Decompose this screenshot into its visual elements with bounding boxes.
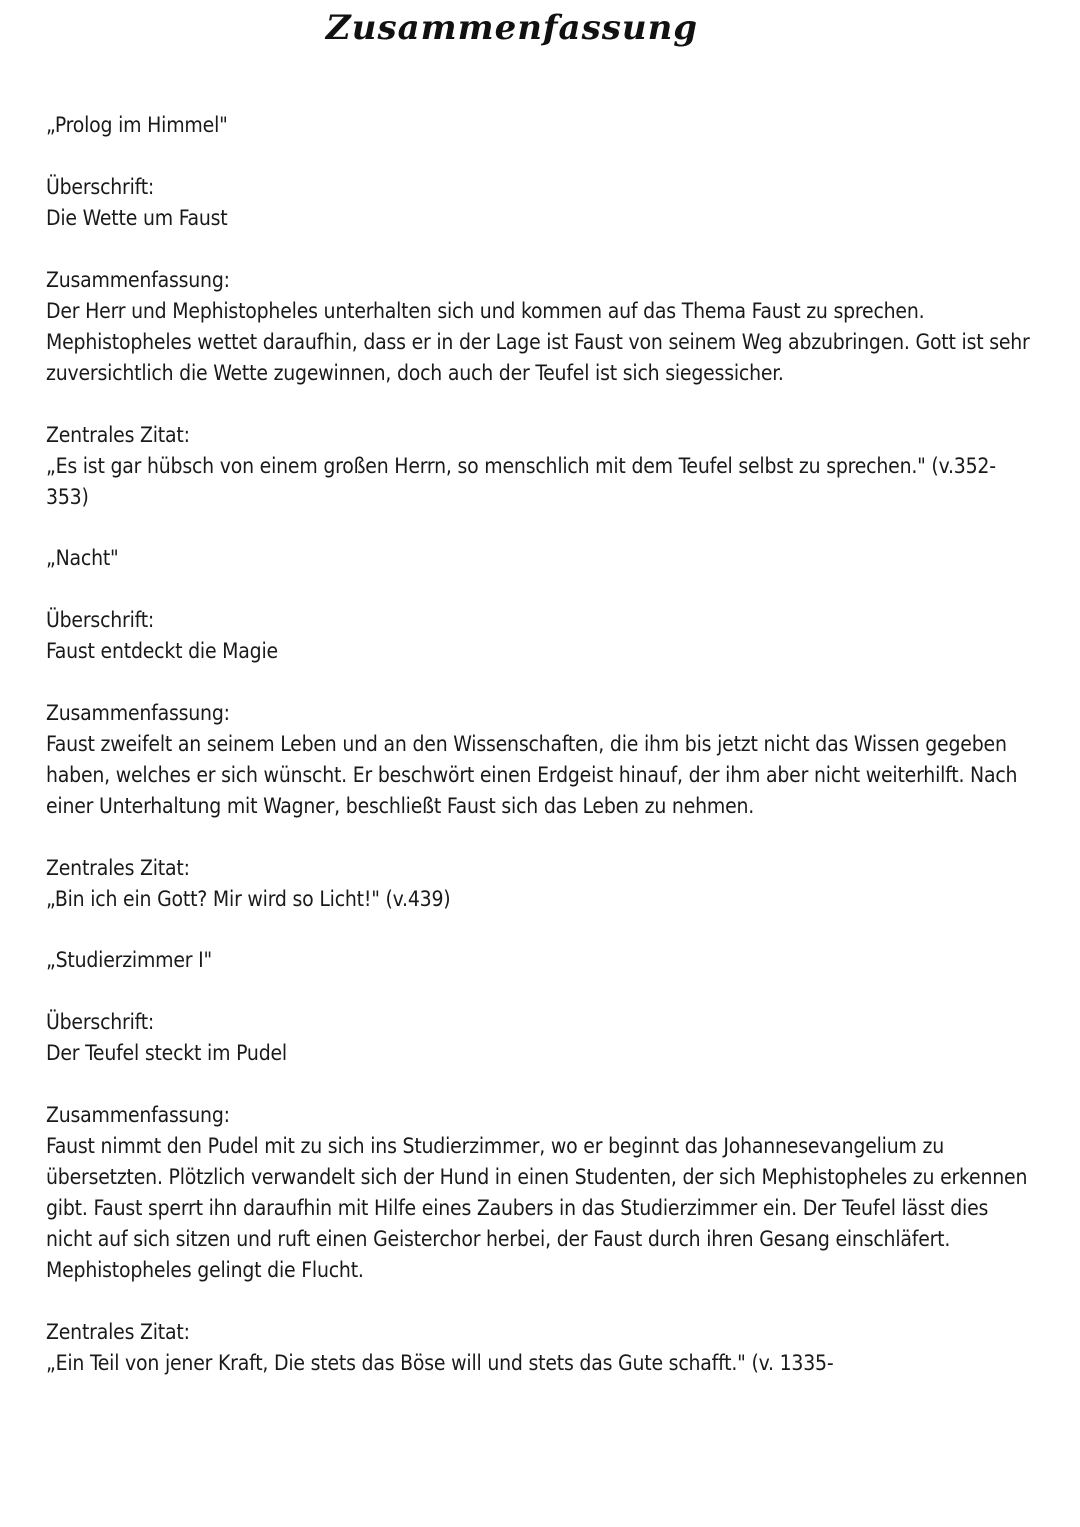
ueberschrift-text: Die Wette um Faust bbox=[46, 206, 228, 230]
zitat-text: „Es ist gar hübsch von einem großen Herrn, so menschlich mit dem Teufel selbst zu sprechen." (v.352-353) bbox=[46, 454, 996, 509]
zusammenfassung-text: Faust zweifelt an seinem Leben und an den Wissenschaften, die ihm bis jetzt nicht das Wissen gegeben haben, welches er sich wünscht. Er beschwört einen Erdgeist hinauf, der ihm aber nicht weiterhilft. Nach einer Unterhaltung mit Wagner, beschließt Faust sich das Leben zu nehmen. bbox=[46, 732, 1018, 818]
section-studierzimmer-1 bbox=[46, 945, 1036, 1379]
section-heading bbox=[46, 110, 228, 141]
ueberschrift-text: Der Teufel steckt im Pudel bbox=[46, 1041, 287, 1065]
document-body bbox=[46, 110, 1036, 1379]
zusammenfassung-text: Der Herr und Mephistopheles unterhalten sich und kommen auf das Thema Faust zu sprechen. Mephistopheles wettet daraufhin, dass er in der Lage ist Faust von seinem Weg abzubringen. Gott ist sehr zuversichtlich die Wette zugewinnen, doch auch der Teufel ist sich siegessicher. bbox=[46, 299, 1030, 385]
zitat-text: „Bin ich ein Gott? Mir wird so Licht!" (v.439) bbox=[46, 887, 451, 911]
zusammenfassung-label: Zusammenfassung: bbox=[46, 1103, 230, 1127]
section-heading-text: „Studierzimmer I" bbox=[46, 948, 213, 972]
zitat-label: Zentrales Zitat: bbox=[46, 856, 190, 880]
section-heading-text: „Nacht" bbox=[46, 546, 119, 570]
section-heading bbox=[46, 945, 212, 976]
section-prolog-im-himmel bbox=[46, 110, 1036, 543]
ueberschrift-label: Überschrift: bbox=[46, 175, 155, 199]
zitat-text: „Ein Teil von jener Kraft, Die stets das Böse will und stets das Gute schafft." (v. 1335- bbox=[46, 1351, 834, 1375]
ueberschrift-label: Überschrift: bbox=[46, 608, 155, 632]
section-heading bbox=[46, 543, 119, 574]
ueberschrift-text: Faust entdeckt die Magie bbox=[46, 639, 278, 663]
zusammenfassung-label: Zusammenfassung: bbox=[46, 701, 230, 725]
section-nacht bbox=[46, 543, 1036, 945]
page-title: Zusammenfassung bbox=[325, 8, 699, 48]
section-heading-text: „Prolog im Himmel" bbox=[46, 113, 228, 137]
zitat-label: Zentrales Zitat: bbox=[46, 1320, 190, 1344]
zusammenfassung-text: Faust nimmt den Pudel mit zu sich ins Studierzimmer, wo er beginnt das Johannesevangelium zu übersetzten. Plötzlich verwandelt sich der Hund in einen Studenten, der sich Mephistopheles zu erkennen gibt. Faust sperrt ihn daraufhin mit Hilfe eines Zaubers in das Studierzimmer ein. Der Teufel lässt dies nicht auf sich sitzen und ruft einen Geisterchor herbei, der Faust durch ihren Gesang einschläfert. Mephistopheles gelingt die Flucht. bbox=[46, 1134, 1028, 1282]
zitat-label: Zentrales Zitat: bbox=[46, 423, 190, 447]
zusammenfassung-label: Zusammenfassung: bbox=[46, 268, 230, 292]
ueberschrift-label: Überschrift: bbox=[46, 1010, 155, 1034]
